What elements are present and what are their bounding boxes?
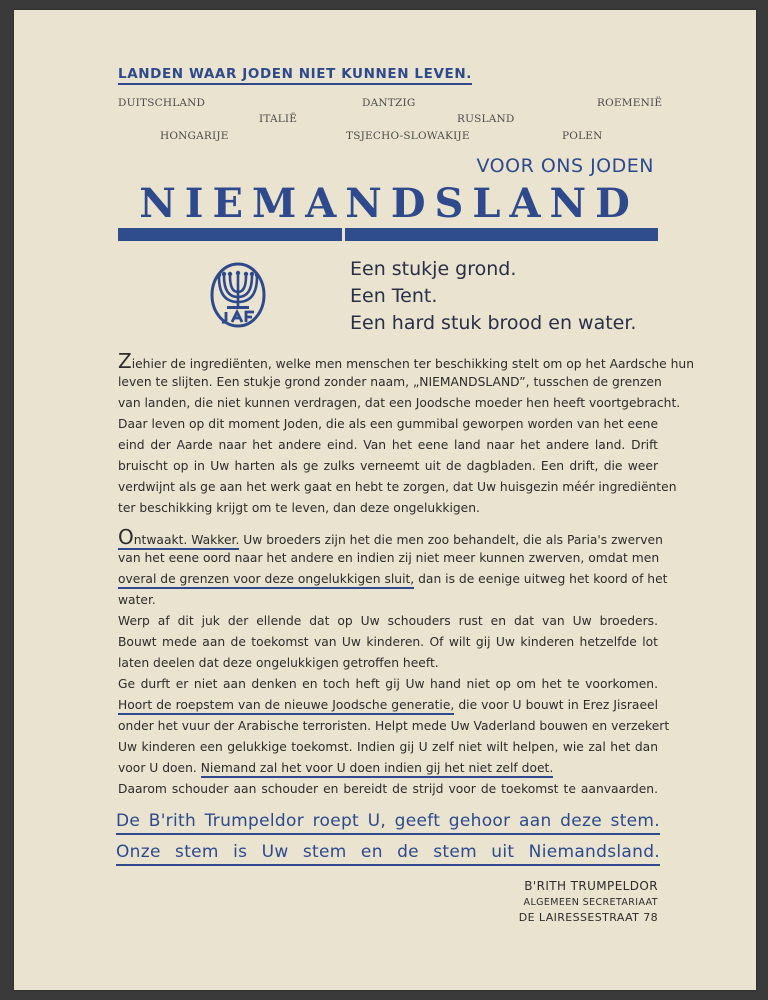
country-italie: ITALIË	[259, 113, 298, 125]
paragraph-3	[118, 611, 670, 800]
menorah-emblem-icon	[210, 262, 266, 328]
header-title: LANDEN WAAR JODEN NIET KUNNEN LEVEN.	[118, 66, 472, 85]
closing-line-1: De B'rith Trumpeldor roept U, geeft gehoor aan deze stem.	[116, 811, 660, 835]
paragraph-line: Ge durft er niet aan denken en toch heft gij Uw hand niet op om het te voorkomen.	[118, 677, 658, 691]
paragraph-line: Ontwaakt. Wakker. Uw broeders zijn het die men zoo behandelt, die als Paria's zwerven	[118, 525, 663, 549]
paragraph-line: laten deelen dat deze ongelukkigen getroffen heeft.	[118, 656, 439, 670]
underlined-phrase: Niemand zal het voor U doen indien gij het niet zelf doet.	[201, 761, 554, 778]
paragraph-line: van landen, die niet kunnen verdragen, dat een Joodsche moeder hen heeft voortgebracht.	[118, 396, 681, 410]
paragraph-line: water.	[118, 593, 156, 607]
paragraph-line: Bouwt mede aan de toekomst van Uw kinderen. Of wilt gij Uw kinderen hetzelfde lot	[118, 635, 658, 649]
paragraph-line: ter beschikking krijgt om te leven, dan deze ongelukkigen.	[118, 501, 480, 515]
closing-line-2: Onze stem is Uw stem en de stem uit Niemandsland.	[116, 842, 660, 866]
paragraph-line: voor U doen. Niemand zal het voor U doen indien gij het niet zelf doet.	[118, 758, 658, 779]
country-hongarije: HONGARIJE	[160, 130, 229, 142]
drop-cap: Z	[118, 349, 132, 373]
signature-org: B'RITH TRUMPELDOR	[524, 879, 658, 893]
paragraph-line: Hoort de roepstem van de nieuwe Joodsche generatie, die voor U bouwt in Erez Jisraeel	[118, 695, 658, 716]
tagline-2: Een Tent.	[350, 285, 438, 307]
paragraph-line: eind der Aarde naar het andere eind. Van het eene land naar het andere land. Drift	[118, 438, 658, 452]
signature-dept: ALGEMEEN SECRETARIAAT	[523, 897, 658, 908]
headline-bar	[118, 228, 658, 241]
country-duitschland: DUITSCHLAND	[118, 97, 206, 109]
paragraph-2	[118, 525, 668, 611]
paragraph-line: Ziehier de ingrediënten, welke men menschen ter beschikking stelt om op het Aardsche hun	[118, 349, 695, 373]
paragraph-line: Daar leven op dit moment Joden, die als een gummibal geworpen worden van het eene	[118, 417, 659, 431]
paragraph-line: Uw kinderen een gelukkige toekomst. Indien gij U zelf niet wilt helpen, wie zal het dan	[118, 740, 658, 754]
signature-address: DE LAIRESSESTRAAT 78	[518, 911, 658, 924]
paragraph-line: verdwijnt als ge aan het werk gaat en hebt te zorgen, dat Uw huisgezin méér ingrediënten	[118, 480, 677, 494]
paragraph-line: Daarom schouder aan schouder en bereidt de strijd voor de toekomst te aanvaarden.	[118, 782, 658, 796]
document-page	[14, 10, 756, 990]
country-tsjecho-slowakije: TSJECHO-SLOWAKIJE	[346, 130, 470, 142]
headline: NIEMANDSLAND	[139, 180, 639, 227]
paragraph-1	[118, 349, 695, 519]
paragraph-line: Werp af dit juk der ellende dat op Uw schouders rust en dat van Uw broeders.	[118, 614, 658, 628]
tagline-3: Een hard stuk brood en water.	[350, 312, 637, 334]
paragraph-line: leven te slijten. Een stukje grond zonder naam, „NIEMANDSLAND”, tusschen de grenzen	[118, 375, 662, 389]
paragraph-line: bruischt op in Uw harten als ge zulks verneemt uit de dagbladen. Een drift, die weer	[118, 459, 658, 473]
paragraph-line: onder het vuur der Arabische terroristen. Helpt mede Uw Vaderland bouwen en verzekert	[118, 719, 670, 733]
underlined-phrase: Hoort de roepstem van de nieuwe Joodsche generatie,	[118, 698, 454, 715]
country-polen: POLEN	[562, 130, 603, 142]
paragraph-line: van het eene oord naar het andere en indien zij niet meer kunnen zwerven, omdat men	[118, 551, 660, 565]
country-rusland: RUSLAND	[457, 113, 515, 125]
underlined-phrase: Ontwaakt. Wakker.	[118, 525, 240, 549]
tagline-1: Een stukje grond.	[350, 258, 517, 280]
underlined-phrase: overal de grenzen voor deze ongelukkigen sluit,	[118, 572, 414, 589]
paragraph-line: overal de grenzen voor deze ongelukkigen sluit, dan is de eenige uitweg het koord of het	[118, 569, 658, 590]
subheading: VOOR ONS JODEN	[476, 155, 654, 177]
country-dantzig: DANTZIG	[362, 97, 416, 109]
drop-cap: O	[118, 525, 134, 549]
country-roemenie: ROEMENIË	[597, 97, 663, 109]
